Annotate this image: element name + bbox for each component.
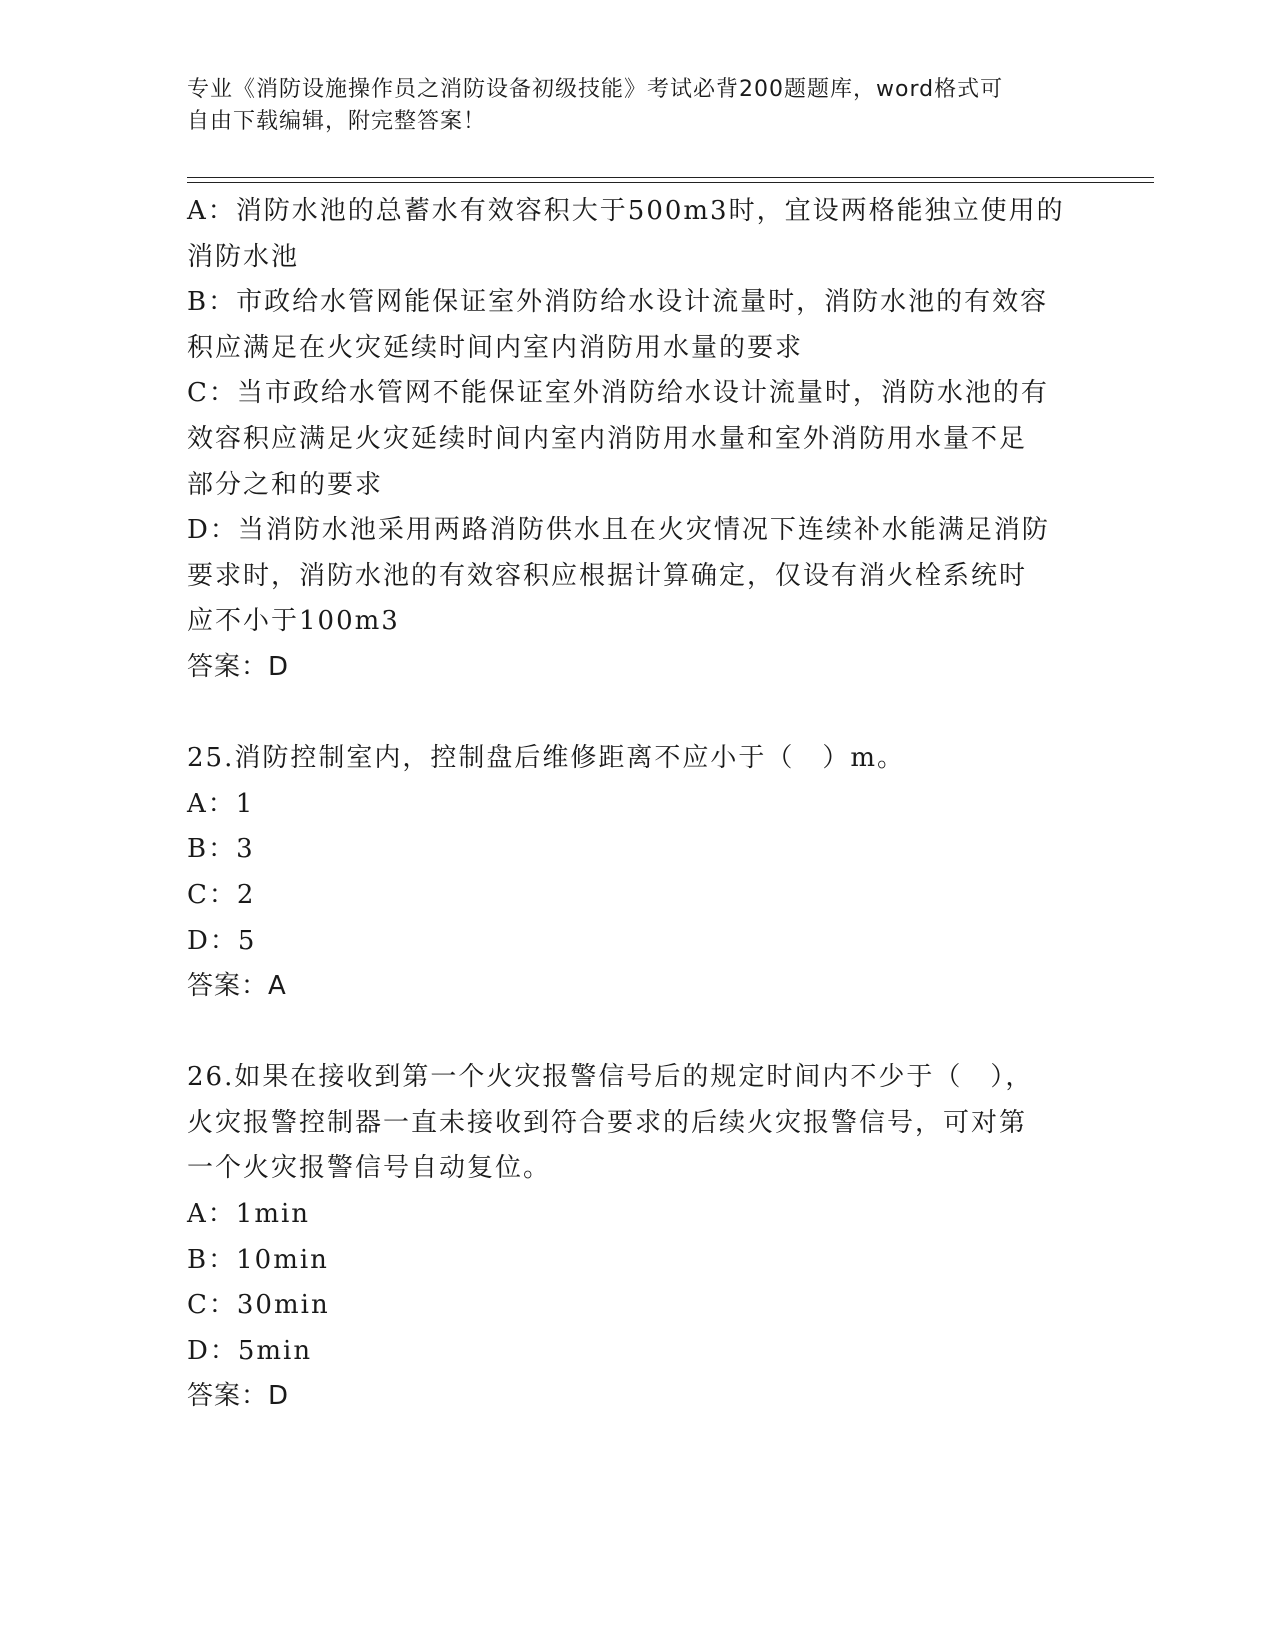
option-a-line-2: 消防水池	[187, 241, 300, 272]
option-a: A：1	[187, 788, 255, 819]
header-divider-bottom	[187, 182, 1154, 183]
option-d-line-1: D：当消防水池采用两路消防供水且在火灾情况下连续补水能满足消防	[187, 515, 1050, 546]
option-b: B：10min	[187, 1244, 329, 1275]
question-25-text: 25.消防控制室内，控制盘后维修距离不应小于（ ）m。	[187, 743, 906, 774]
option-b: B：3	[187, 834, 255, 865]
option-d-line-2: 要求时，消防水池的有效容积应根据计算确定，仅设有消火栓系统时	[187, 560, 1028, 591]
document-header	[187, 74, 1067, 138]
answer-25: 答案：A	[187, 971, 287, 1002]
question-26-line-2: 火灾报警控制器一直未接收到符合要求的后续火灾报警信号，可对第	[187, 1107, 1028, 1138]
option-c: C：2	[187, 879, 256, 910]
option-d: D：5	[187, 925, 257, 956]
header-line-2: 自由下载编辑，附完整答案！	[187, 109, 487, 134]
option-d-line-3: 应不小于100m3	[187, 606, 400, 637]
header-line-1: 专业《消防设施操作员之消防设备初级技能》考试必背200题题库，word格式可	[187, 77, 1004, 102]
option-a: A：1min	[187, 1199, 311, 1230]
question-25	[187, 736, 1087, 1010]
spacer	[187, 691, 1087, 737]
option-b-line-2: 积应满足在火灾延续时间内室内消防用水量的要求	[187, 332, 804, 363]
option-c	[187, 371, 1087, 508]
question-26-line-3: 一个火灾报警信号自动复位。	[187, 1153, 552, 1184]
header-divider-top	[187, 177, 1154, 178]
question-24-options	[187, 189, 1087, 691]
question-26	[187, 1055, 1087, 1420]
option-b-line-1: B：市政给水管网能保证室外消防给水设计流量时，消防水池的有效容	[187, 287, 1049, 318]
option-b	[187, 280, 1087, 371]
answer-26: 答案：D	[187, 1381, 290, 1412]
option-d: D：5min	[187, 1335, 313, 1366]
option-c-line-1: C：当市政给水管网不能保证室外消防给水设计流量时，消防水池的有	[187, 378, 1049, 409]
answer-24: 答案：D	[187, 651, 290, 682]
option-c-line-2: 效容积应满足火灾延续时间内室内消防用水量和室外消防用水量不足	[187, 423, 1028, 454]
option-c-line-3: 部分之和的要求	[187, 469, 384, 500]
option-a	[187, 189, 1087, 280]
document-body	[187, 189, 1087, 1420]
question-26-line-1: 26.如果在接收到第一个火灾报警信号后的规定时间内不少于（ ），	[187, 1062, 1034, 1093]
option-d	[187, 508, 1087, 645]
option-c: C：30min	[187, 1290, 330, 1321]
spacer	[187, 1010, 1087, 1056]
option-a-line-1: A：消防水池的总蓄水有效容积大于500m3时，宜设两格能独立使用的	[187, 196, 1065, 226]
